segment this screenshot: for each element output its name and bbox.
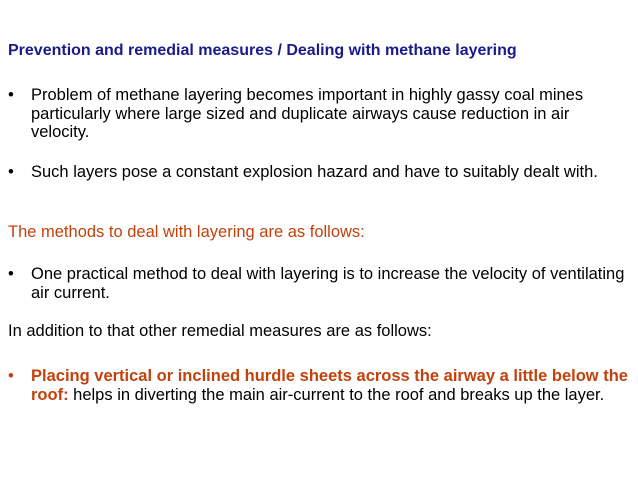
slide-heading: Prevention and remedial measures / Dealing with methane layering <box>8 42 517 59</box>
bullet-item-explosion-hazard <box>8 163 630 182</box>
bullet-dot: • <box>8 367 14 385</box>
bullet-text <box>31 367 630 404</box>
bullet-item-increase-velocity <box>8 265 630 302</box>
bullet-item-hurdle-sheets <box>8 367 630 404</box>
bullet-text: Problem of methane layering becomes important in highly gassy coal mines particularly where large sized and duplicate airways cause reduction in air velocity. <box>31 86 584 141</box>
methods-intro: The methods to deal with layering are as follows: <box>8 223 365 241</box>
bullet-text: Such layers pose a constant explosion hazard and have to suitably dealt with. <box>31 163 598 181</box>
bullet-item-layering-problem <box>8 86 630 142</box>
bullet-continuation: helps in diverting the main air-current to the roof and breaks up the layer. <box>68 385 605 404</box>
bullet-dot: • <box>8 163 14 181</box>
bullet-emphasis: Placing vertical or inclined hurdle sheets across the airway a little below the roof: <box>31 367 628 404</box>
bullet-text: One practical method to deal with layering is to increase the velocity of ventilating air current. <box>31 265 625 302</box>
bullet-dot: • <box>8 86 14 104</box>
additional-measures-intro: In addition to that other remedial measures are as follows: <box>8 322 432 340</box>
bullet-dot: • <box>8 265 14 283</box>
